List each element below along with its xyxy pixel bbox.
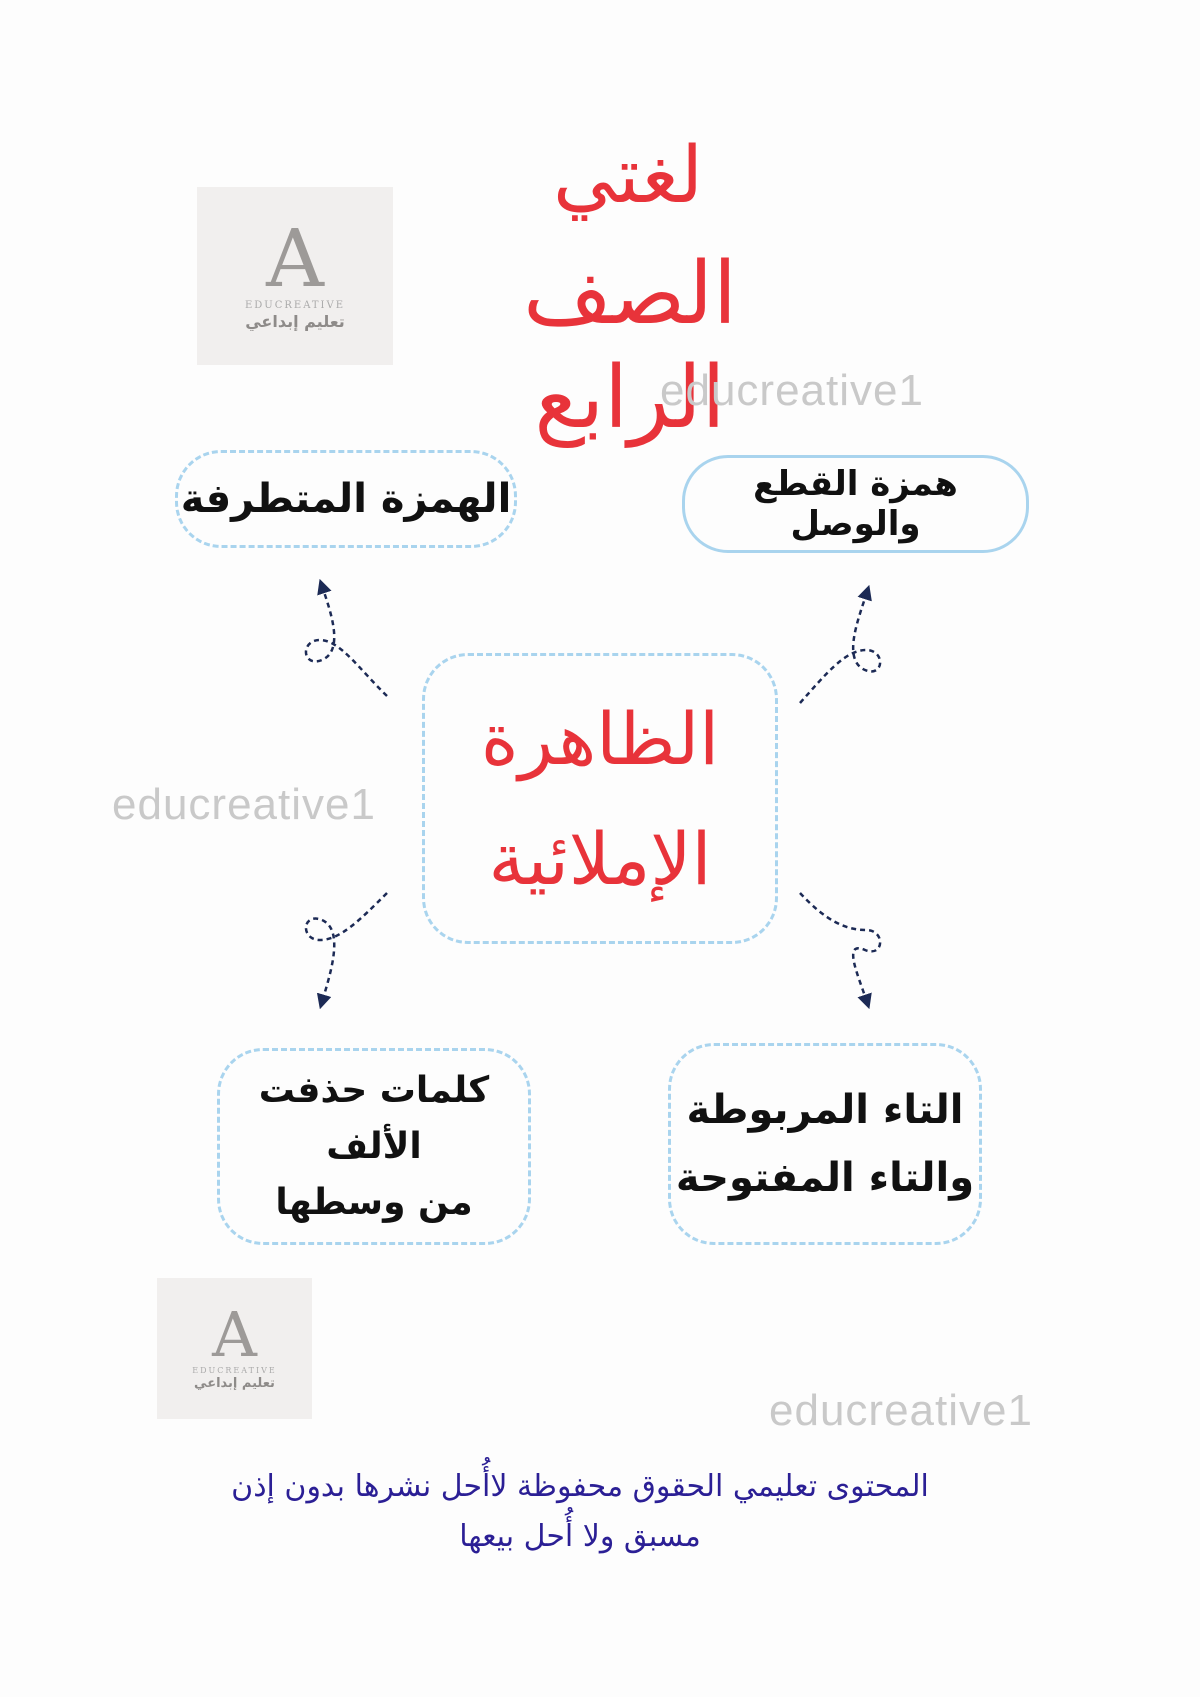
watermark: educreative1: [769, 1386, 1033, 1435]
logo-brand-ar: تعليم إبداعي: [194, 1376, 275, 1392]
arrow-top-right-icon: [800, 592, 880, 703]
watermark: educreative1: [112, 780, 376, 829]
topic-label: التاء المربوطة: [686, 1087, 964, 1133]
topic-label: همزة القطع والوصل: [753, 464, 958, 544]
logo-brand-ar: تعليم إبداعي: [245, 312, 345, 332]
topic-label: والتاء المفتوحة: [675, 1155, 975, 1201]
copyright-line1: المحتوى تعليمي الحقوق محفوظة لاأُحل نشرها بدون إذن: [231, 1469, 929, 1504]
copyright-line2: مسبق ولا أُحل بيعها: [459, 1519, 701, 1554]
topic-label: الهمزة المتطرفة: [180, 476, 512, 522]
center-line2: الإملائية: [488, 816, 712, 901]
brand-logo: [157, 1278, 312, 1419]
logo-letter-icon: A: [212, 1297, 257, 1371]
logo-brand-en: EDUCREATIVE: [192, 1365, 277, 1375]
grade-title: الصف الرابع: [523, 244, 737, 448]
subject-title: لغتي: [553, 131, 703, 221]
watermark: educreative1: [660, 366, 924, 415]
arrow-bottom-right-icon: [800, 893, 880, 1002]
copyright-notice: [200, 1462, 960, 1562]
center-line1: الظاهرة: [480, 696, 720, 781]
logo-brand-en: EDUCREATIVE: [244, 300, 346, 312]
arrow-top-left-icon: [306, 586, 387, 696]
logo-letter-icon: A: [266, 212, 324, 306]
arrow-bottom-left-icon: [306, 893, 387, 1002]
topic-label: كلمات حذفت: [258, 1069, 490, 1111]
topic-label: الألف: [326, 1125, 422, 1167]
topic-label: من وسطها: [275, 1181, 473, 1223]
